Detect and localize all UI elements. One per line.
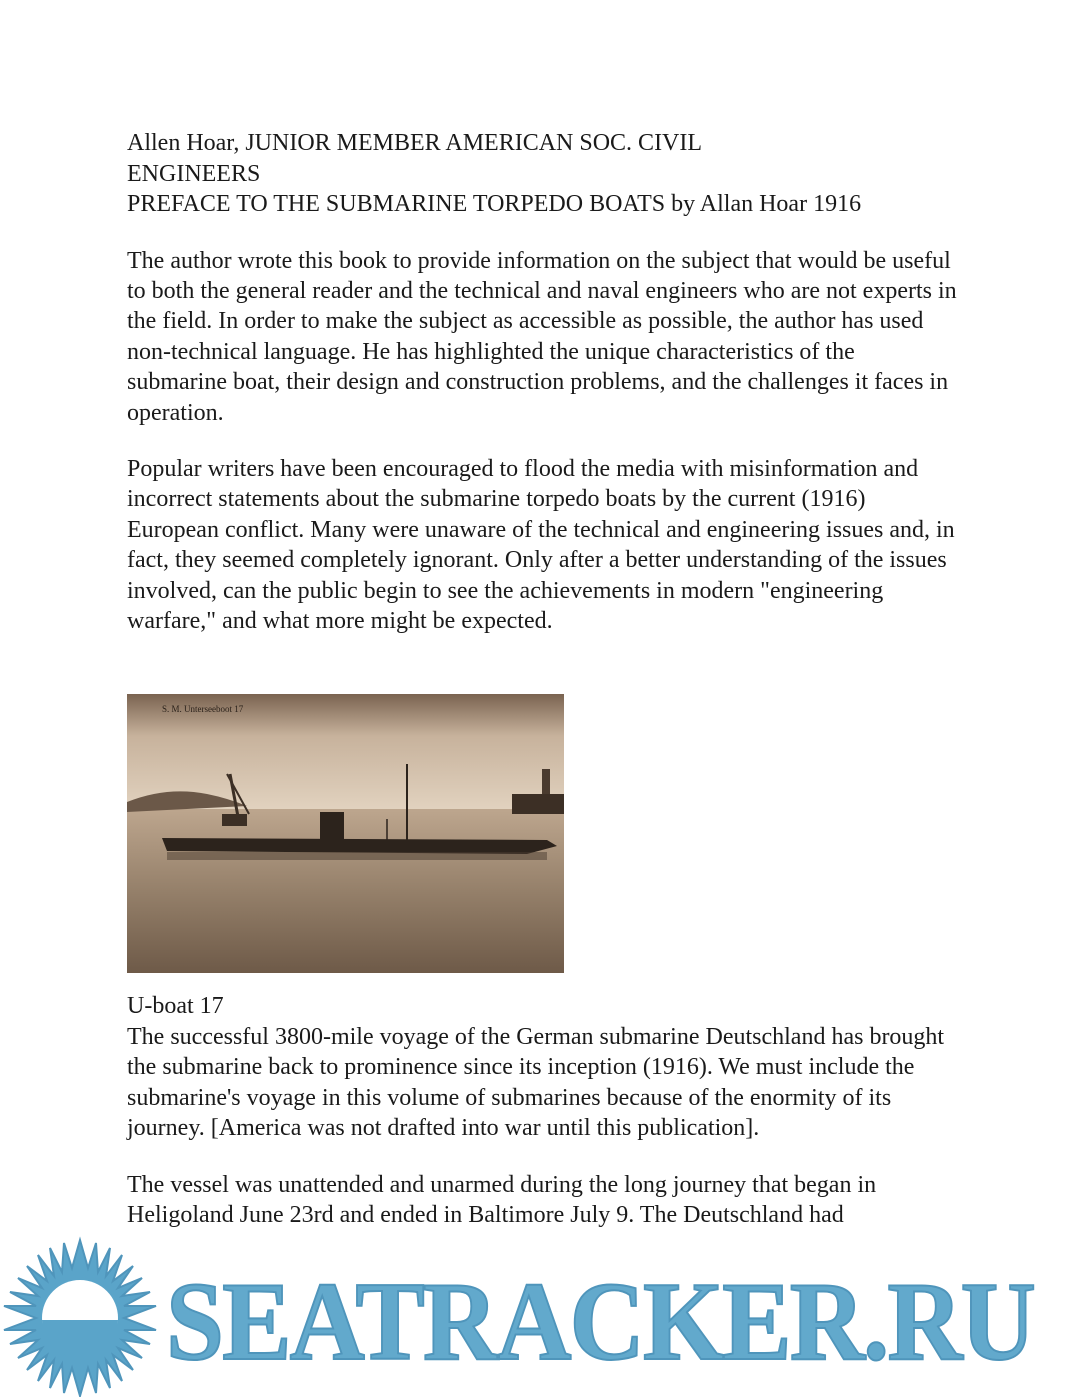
author-line: Allen Hoar, JUNIOR MEMBER AMERICAN SOC. CIVIL	[127, 130, 703, 156]
paragraph-deutschland-voyage: The successful 3800-mile voyage of the German submarine Deutschland has brought the submarine back to prominence since its inception (1916). We must include the submarine's voyage in this volume of submarines because of the enormity of its journey. [America was not drafted into war until this publication].	[127, 1023, 945, 1142]
author-line-continued: ENGINEERS	[127, 160, 261, 187]
watermark-text: SEATRACKER.RU	[166, 1260, 1035, 1384]
paragraph-misinformation: Popular writers have been encouraged to flood the media with misinformation and incorrect statements about the submarine torpedo boats by the current (1916) European conflict. Many were unaware of the technical and engineering issues and, in fact, they seemed completely ignorant. Only after a better understanding of the issues involved, can the public begin to see the achievements in modern "engineering warfare," and what more might be expected.	[127, 455, 955, 634]
photo-inscription: S. M. Unterseeboot 17	[162, 704, 244, 714]
sunburst-logo-icon	[4, 1240, 156, 1396]
paragraph-unarmed-journey: The vessel was unattended and unarmed during the long journey that began in Heligoland June 23rd and ended in Baltimore July 9. The Deutschland had	[127, 1171, 877, 1228]
uboat-photo	[127, 694, 564, 973]
paragraph-intro: The author wrote this book to provide information on the subject that would be useful to both the general reader and the technical and naval engineers who are not experts in the field. In order to make the subject as accessible as possible, the author has used non-technical language. He has highlighted the unique characteristics of the submarine boat, their design and construction problems, and the challenges it faces in operation.	[127, 247, 957, 426]
photo-caption: U-boat 17	[127, 993, 224, 1020]
preface-title: PREFACE TO THE SUBMARINE TORPEDO BOATS by Allan Hoar 1916	[127, 191, 862, 217]
document-body	[127, 128, 957, 1230]
